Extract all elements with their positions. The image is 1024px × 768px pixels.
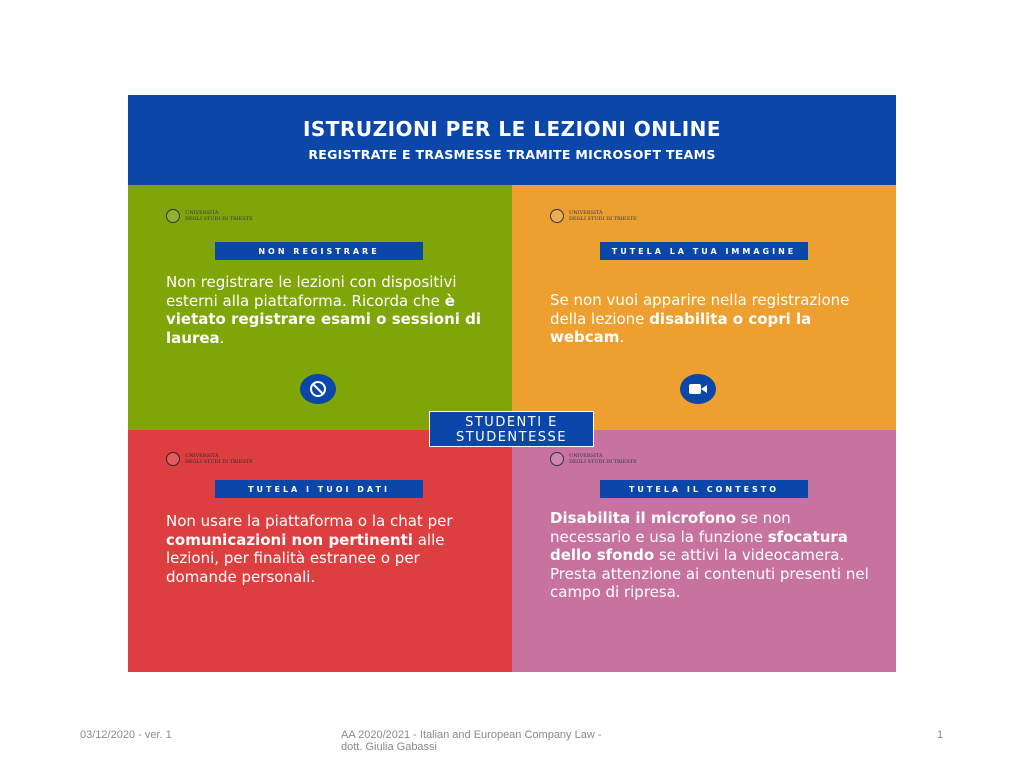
- quadrant-tutela-contesto: [512, 430, 896, 672]
- logo-line1: UNIVERSITÀ: [569, 210, 603, 216]
- tag-tutela-contesto: TUTELA IL CONTESTO: [600, 480, 808, 498]
- quadrant-tutela-dati: [128, 430, 512, 672]
- tag-non-registrare: NON REGISTRARE: [215, 242, 423, 260]
- footer-course-line2: dott. Giulia Gabassi: [341, 741, 437, 753]
- logo-line2: DEGLI STUDI DI TRIESTE: [569, 216, 637, 222]
- text-non-registrare: [166, 273, 486, 347]
- logo-line2: DEGLI STUDI DI TRIESTE: [569, 459, 637, 465]
- tag-tutela-immagine: TUTELA LA TUA IMMAGINE: [600, 242, 808, 260]
- text-end: .: [219, 328, 225, 347]
- text-bold: disabilita o copri la webcam: [550, 309, 812, 346]
- tag-tutela-dati: TUTELA I TUOI DATI: [215, 480, 423, 498]
- university-logo: [166, 209, 253, 223]
- footer-page-number: 1: [937, 729, 944, 741]
- university-logo: [550, 452, 637, 466]
- text-plain: Non usare la piattaforma o la chat per: [166, 512, 453, 530]
- text-plain-2: se attivi la videocamera. Presta attenzione ai contenuti presenti nel campo di ripresa.: [550, 546, 869, 601]
- university-seal-icon: [550, 452, 564, 466]
- university-seal-icon: [166, 209, 180, 223]
- logo-line1: UNIVERSITÀ: [185, 453, 219, 459]
- video-camera-icon: [680, 374, 716, 404]
- center-badge: [429, 411, 594, 447]
- text-end: .: [619, 328, 625, 346]
- text-bold: è vietato registrare esami o sessioni di laurea: [166, 291, 482, 347]
- infographic-poster: [128, 95, 896, 672]
- text-plain: Non registrare le lezioni con dispositivi esterni alla piattaforma. Ricorda che: [166, 273, 457, 310]
- poster-subtitle: REGISTRATE E TRASMESSE TRAMITE MICROSOFT TEAMS: [308, 147, 716, 162]
- quadrant-non-registrare: [128, 185, 512, 430]
- text-tutela-dati: [166, 512, 486, 586]
- text-tutela-immagine: [550, 291, 870, 347]
- university-seal-icon: [550, 209, 564, 223]
- text-end: alle lezioni, per finalità estranee o per domande personali.: [166, 530, 445, 586]
- logo-line1: UNIVERSITÀ: [185, 210, 219, 216]
- text-plain-1: se non necessario e usa la funzione: [550, 509, 791, 546]
- university-seal-icon: [166, 452, 180, 466]
- footer-course-line1: AA 2020/2021 - Italian and European Company Law -: [341, 729, 602, 741]
- poster-header: [128, 95, 896, 185]
- logo-line2: DEGLI STUDI DI TRIESTE: [185, 459, 253, 465]
- text-plain: Se non vuoi apparire nella registrazione della lezione: [550, 291, 850, 328]
- university-logo: [166, 452, 253, 466]
- text-bold: comunicazioni non pertinenti: [166, 530, 413, 549]
- quadrant-tutela-immagine: [512, 185, 896, 430]
- center-badge-line1: STUDENTI E: [465, 415, 558, 430]
- logo-line1: UNIVERSITÀ: [569, 453, 603, 459]
- text-bold-2: sfocatura dello sfondo: [550, 527, 848, 564]
- footer-date: 03/12/2020 - ver. 1: [80, 729, 172, 741]
- text-tutela-contesto: [550, 509, 870, 602]
- logo-line2: DEGLI STUDI DI TRIESTE: [185, 216, 253, 222]
- university-logo: [550, 209, 637, 223]
- center-badge-line2: STUDENTESSE: [455, 430, 568, 445]
- poster-title: ISTRUZIONI PER LE LEZIONI ONLINE: [302, 117, 722, 141]
- no-entry-icon: [300, 374, 336, 404]
- footer-course: [341, 729, 602, 753]
- text-bold-1: Disabilita il microfono: [550, 509, 737, 527]
